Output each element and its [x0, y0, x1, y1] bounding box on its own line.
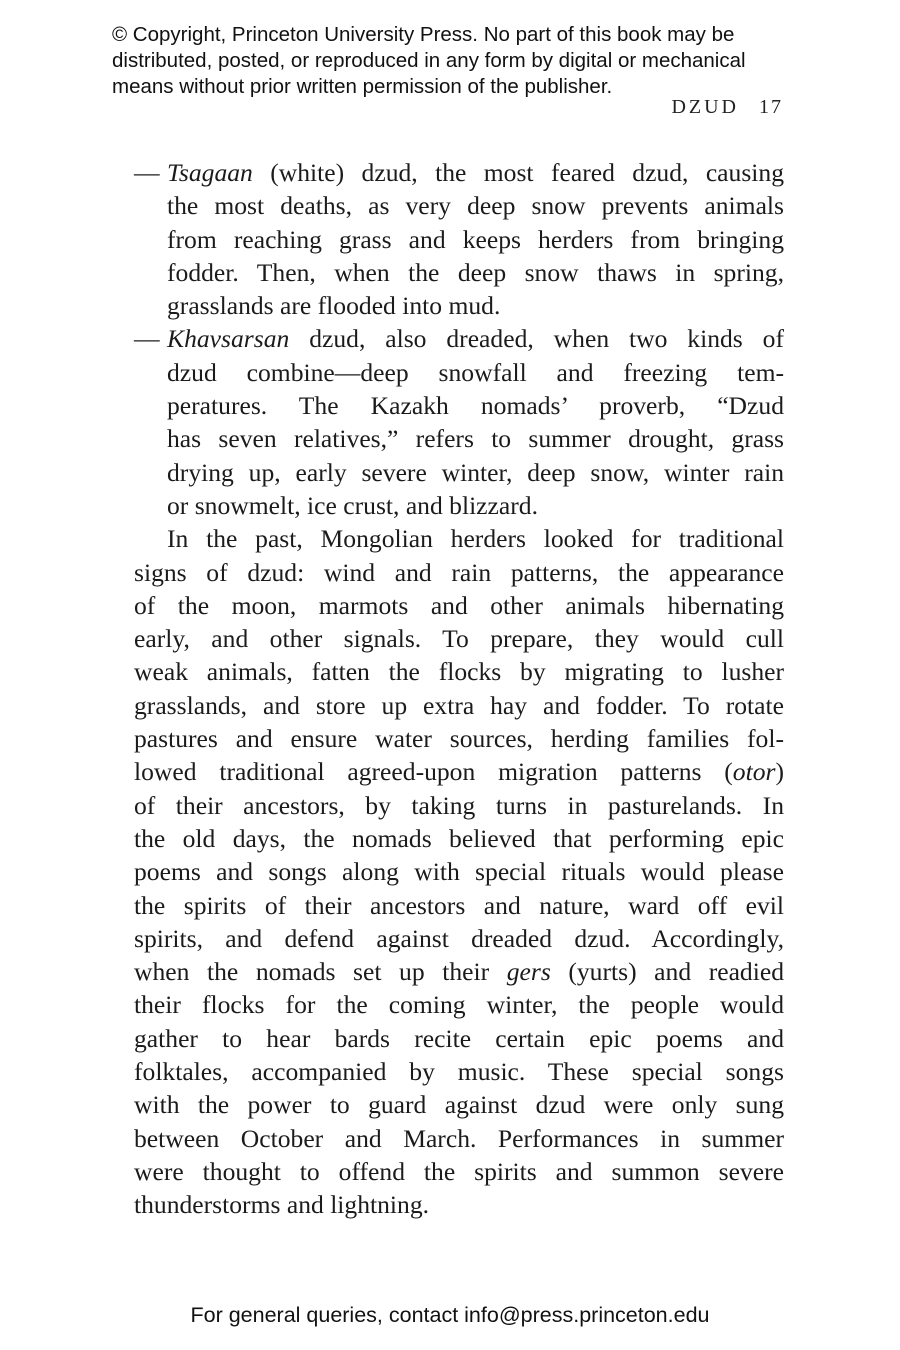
italic-term: gers — [506, 957, 551, 987]
paragraph-line: between October and March. Performances in summer — [134, 1123, 784, 1153]
paragraph-line: spirits, and defend against dreaded dzud. Accordingly, — [134, 923, 784, 953]
list-item-line: dzud combine—deep snowfall and freezing tem- — [167, 357, 784, 387]
paragraph-line: poems and songs along with special rituals would please — [134, 857, 784, 887]
list-item-line: peratures. The Kazakh nomads’ proverb, “Dzud — [167, 391, 784, 421]
em-dash: — — [134, 158, 160, 187]
paragraph-line: pastures and ensure water sources, herding families fol- — [134, 724, 784, 754]
paragraph-line: when the nomads set up their gers (yurts) and readied — [134, 957, 784, 987]
paragraph-line: the spirits of their ancestors and nature, ward off evil — [134, 890, 784, 920]
running-head — [671, 96, 783, 119]
copyright-line: distributed, posted, or reproduced in any form by digital or mechanical — [112, 49, 746, 72]
copyright-line: means without prior written permission of the publisher. — [112, 75, 613, 98]
paragraph-line: their flocks for the coming winter, the people would — [134, 990, 784, 1020]
list-item-line: — Khavsarsan dzud, also dreaded, when two kinds of — [134, 322, 784, 355]
list-item-line: or snowmelt, ice crust, and blizzard. — [167, 490, 538, 520]
em-dash: — — [134, 324, 160, 354]
paragraph-line: early, and other signals. To prepare, they would cull — [134, 624, 784, 654]
list-item-line: fodder. Then, when the deep snow thaws in spring, — [167, 257, 784, 287]
copyright-notice — [112, 22, 812, 100]
list-item-term: Khavsarsan — [167, 324, 290, 354]
paragraph-line: signs of dzud: wind and rain patterns, the appearance — [134, 557, 784, 587]
paragraph-line: of their ancestors, by taking turns in pasturelands. In — [134, 790, 784, 820]
page-number: 17 — [759, 96, 783, 118]
paragraph-line: with the power to guard against dzud were only sung — [134, 1090, 784, 1120]
copyright-line: © Copyright, Princeton University Press. No part of this book may be — [112, 23, 735, 46]
paragraph-line: lowed traditional agreed-upon migration patterns (otor) — [134, 757, 784, 787]
paragraph-line: weak animals, fatten the flocks by migrating to lusher — [134, 657, 784, 687]
list-item-line: grasslands are flooded into mud. — [167, 291, 501, 321]
footer-contact: For general queries, contact info@press.princeton.edu — [190, 1303, 710, 1327]
list-item-line: from reaching grass and keeps herders from bringing — [167, 224, 784, 254]
paragraph-line: gather to hear bards recite certain epic poems and — [134, 1023, 784, 1053]
italic-term: otor — [732, 757, 776, 787]
list-item-line: — Tsagaan (white) dzud, the most feared dzud, causing — [134, 156, 784, 189]
list-item-line: the most deaths, as very deep snow prevents animals — [167, 191, 784, 221]
paragraph-line: the old days, the nomads believed that performing epic — [134, 823, 784, 853]
paragraph-line: grasslands, and store up extra hay and fodder. To rotate — [134, 690, 784, 720]
paragraph-line: thunderstorms and lightning. — [134, 1190, 430, 1220]
list-item-line: has seven relatives,” refers to summer drought, grass — [167, 424, 784, 454]
list-item-term: Tsagaan — [167, 158, 253, 187]
paragraph-line: folktales, accompanied by music. These special songs — [134, 1057, 784, 1087]
paragraph-line: of the moon, marmots and other animals hibernating — [134, 590, 784, 620]
body-text — [134, 156, 784, 1222]
running-head-title: DZUD — [671, 96, 739, 118]
paragraph-line: were thought to offend the spirits and summon severe — [134, 1156, 784, 1186]
paragraph-line: In the past, Mongolian herders looked for traditional — [167, 524, 784, 554]
list-item-line: drying up, early severe winter, deep snow, winter rain — [167, 457, 784, 487]
